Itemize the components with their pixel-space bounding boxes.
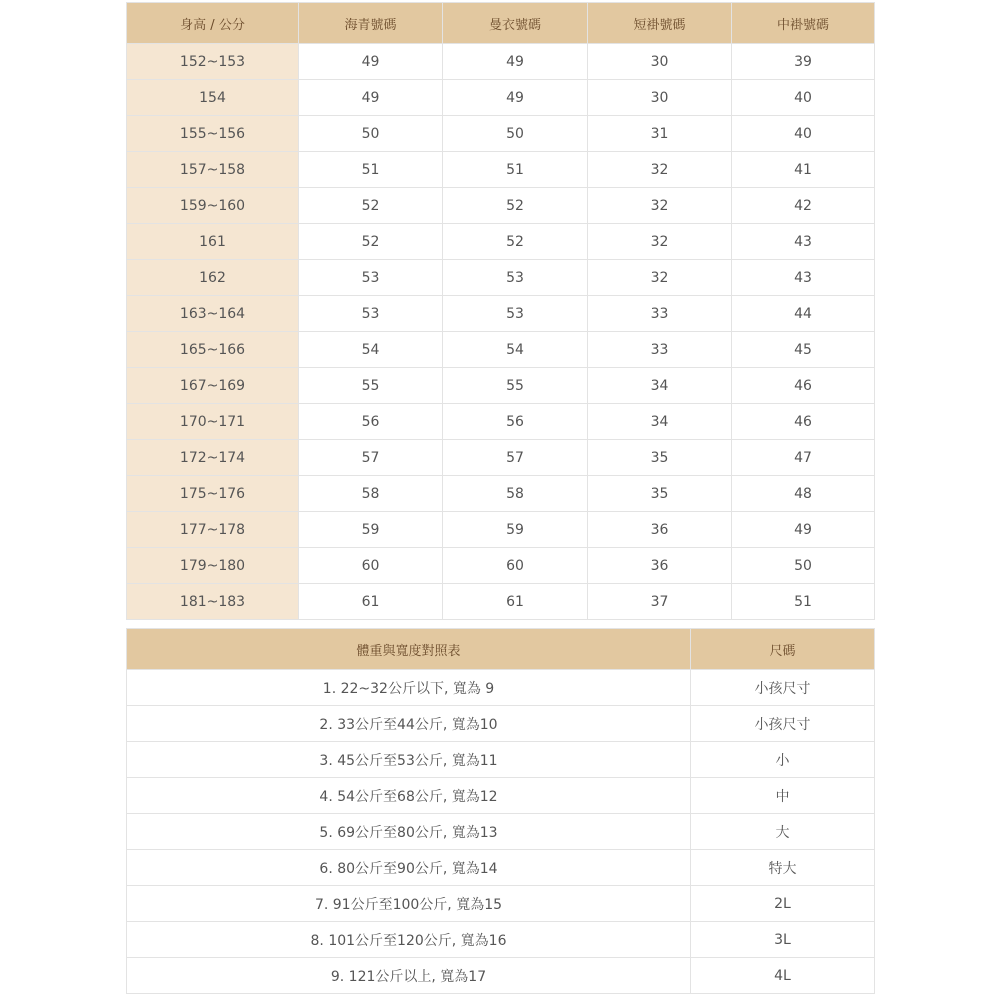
cell-height: 165~166 bbox=[127, 332, 299, 368]
cell-height: 175~176 bbox=[127, 476, 299, 512]
table-row bbox=[127, 260, 875, 296]
table-row bbox=[127, 296, 875, 332]
cell-haiqing: 51 bbox=[299, 152, 443, 188]
table-row bbox=[127, 224, 875, 260]
table-row bbox=[127, 670, 875, 706]
cell-height: 157~158 bbox=[127, 152, 299, 188]
cell-short-gown: 34 bbox=[588, 368, 732, 404]
cell-mid-gown: 42 bbox=[732, 188, 875, 224]
cell-manyi: 50 bbox=[443, 116, 588, 152]
height-size-table bbox=[126, 2, 875, 620]
cell-short-gown: 32 bbox=[588, 188, 732, 224]
weight-width-table bbox=[126, 628, 875, 994]
cell-haiqing: 53 bbox=[299, 260, 443, 296]
table-row bbox=[127, 814, 875, 850]
table-row bbox=[127, 548, 875, 584]
cell-height: 159~160 bbox=[127, 188, 299, 224]
cell-mid-gown: 40 bbox=[732, 116, 875, 152]
header-size: 尺碼 bbox=[691, 629, 875, 670]
cell-haiqing: 56 bbox=[299, 404, 443, 440]
cell-height: 154 bbox=[127, 80, 299, 116]
cell-short-gown: 36 bbox=[588, 548, 732, 584]
cell-mid-gown: 40 bbox=[732, 80, 875, 116]
cell-manyi: 49 bbox=[443, 80, 588, 116]
cell-short-gown: 37 bbox=[588, 584, 732, 620]
header-haiqing-size: 海青號碼 bbox=[299, 3, 443, 44]
cell-mid-gown: 50 bbox=[732, 548, 875, 584]
cell-height: 162 bbox=[127, 260, 299, 296]
cell-haiqing: 50 bbox=[299, 116, 443, 152]
cell-manyi: 55 bbox=[443, 368, 588, 404]
table-row bbox=[127, 584, 875, 620]
header-height: 身高 / 公分 bbox=[127, 3, 299, 44]
cell-manyi: 51 bbox=[443, 152, 588, 188]
table-row bbox=[127, 778, 875, 814]
cell-short-gown: 33 bbox=[588, 296, 732, 332]
cell-height: 163~164 bbox=[127, 296, 299, 332]
table-row bbox=[127, 152, 875, 188]
cell-mid-gown: 39 bbox=[732, 44, 875, 80]
cell-short-gown: 36 bbox=[588, 512, 732, 548]
cell-size-label: 小孩尺寸 bbox=[691, 670, 875, 706]
table-row bbox=[127, 332, 875, 368]
cell-haiqing: 60 bbox=[299, 548, 443, 584]
cell-haiqing: 61 bbox=[299, 584, 443, 620]
cell-manyi: 58 bbox=[443, 476, 588, 512]
cell-height: 170~171 bbox=[127, 404, 299, 440]
cell-haiqing: 52 bbox=[299, 188, 443, 224]
cell-haiqing: 59 bbox=[299, 512, 443, 548]
cell-short-gown: 35 bbox=[588, 440, 732, 476]
cell-size-label: 中 bbox=[691, 778, 875, 814]
cell-manyi: 61 bbox=[443, 584, 588, 620]
cell-mid-gown: 48 bbox=[732, 476, 875, 512]
cell-short-gown: 31 bbox=[588, 116, 732, 152]
cell-weight-range: 4. 54公斤至68公斤, 寬為12 bbox=[127, 778, 691, 814]
table-row bbox=[127, 512, 875, 548]
header-weight-width: 體重與寬度對照表 bbox=[127, 629, 691, 670]
header-short-gown-size: 短褂號碼 bbox=[588, 3, 732, 44]
table-row bbox=[127, 958, 875, 994]
cell-height: 155~156 bbox=[127, 116, 299, 152]
cell-short-gown: 35 bbox=[588, 476, 732, 512]
cell-manyi: 56 bbox=[443, 404, 588, 440]
cell-haiqing: 57 bbox=[299, 440, 443, 476]
cell-height: 181~183 bbox=[127, 584, 299, 620]
table-row bbox=[127, 886, 875, 922]
cell-manyi: 53 bbox=[443, 296, 588, 332]
cell-haiqing: 52 bbox=[299, 224, 443, 260]
header-mid-gown-size: 中褂號碼 bbox=[732, 3, 875, 44]
cell-mid-gown: 49 bbox=[732, 512, 875, 548]
cell-height: 177~178 bbox=[127, 512, 299, 548]
cell-short-gown: 32 bbox=[588, 152, 732, 188]
cell-short-gown: 34 bbox=[588, 404, 732, 440]
cell-short-gown: 33 bbox=[588, 332, 732, 368]
cell-mid-gown: 45 bbox=[732, 332, 875, 368]
cell-manyi: 52 bbox=[443, 224, 588, 260]
table-row bbox=[127, 80, 875, 116]
cell-height: 167~169 bbox=[127, 368, 299, 404]
cell-weight-range: 2. 33公斤至44公斤, 寬為10 bbox=[127, 706, 691, 742]
cell-height: 172~174 bbox=[127, 440, 299, 476]
cell-manyi: 57 bbox=[443, 440, 588, 476]
table-row bbox=[127, 742, 875, 778]
table-row bbox=[127, 850, 875, 886]
cell-haiqing: 58 bbox=[299, 476, 443, 512]
cell-haiqing: 55 bbox=[299, 368, 443, 404]
table-row bbox=[127, 404, 875, 440]
cell-manyi: 53 bbox=[443, 260, 588, 296]
cell-haiqing: 53 bbox=[299, 296, 443, 332]
cell-mid-gown: 51 bbox=[732, 584, 875, 620]
cell-mid-gown: 46 bbox=[732, 404, 875, 440]
cell-mid-gown: 43 bbox=[732, 224, 875, 260]
cell-manyi: 49 bbox=[443, 44, 588, 80]
table-header-row bbox=[127, 3, 875, 44]
cell-mid-gown: 41 bbox=[732, 152, 875, 188]
cell-mid-gown: 47 bbox=[732, 440, 875, 476]
table-row bbox=[127, 476, 875, 512]
cell-haiqing: 49 bbox=[299, 80, 443, 116]
cell-short-gown: 30 bbox=[588, 44, 732, 80]
table-row bbox=[127, 440, 875, 476]
header-manyi-size: 曼衣號碼 bbox=[443, 3, 588, 44]
cell-manyi: 59 bbox=[443, 512, 588, 548]
table-row bbox=[127, 368, 875, 404]
cell-size-label: 2L bbox=[691, 886, 875, 922]
cell-height: 152~153 bbox=[127, 44, 299, 80]
cell-weight-range: 7. 91公斤至100公斤, 寬為15 bbox=[127, 886, 691, 922]
table-row bbox=[127, 706, 875, 742]
cell-haiqing: 54 bbox=[299, 332, 443, 368]
cell-weight-range: 8. 101公斤至120公斤, 寬為16 bbox=[127, 922, 691, 958]
cell-height: 161 bbox=[127, 224, 299, 260]
cell-height: 179~180 bbox=[127, 548, 299, 584]
cell-size-label: 4L bbox=[691, 958, 875, 994]
cell-short-gown: 32 bbox=[588, 224, 732, 260]
cell-mid-gown: 46 bbox=[732, 368, 875, 404]
table-row bbox=[127, 188, 875, 224]
cell-weight-range: 6. 80公斤至90公斤, 寬為14 bbox=[127, 850, 691, 886]
cell-weight-range: 5. 69公斤至80公斤, 寬為13 bbox=[127, 814, 691, 850]
cell-size-label: 小孩尺寸 bbox=[691, 706, 875, 742]
table-row bbox=[127, 44, 875, 80]
cell-short-gown: 32 bbox=[588, 260, 732, 296]
cell-short-gown: 30 bbox=[588, 80, 732, 116]
cell-mid-gown: 44 bbox=[732, 296, 875, 332]
cell-manyi: 60 bbox=[443, 548, 588, 584]
cell-size-label: 大 bbox=[691, 814, 875, 850]
cell-size-label: 3L bbox=[691, 922, 875, 958]
cell-manyi: 54 bbox=[443, 332, 588, 368]
cell-weight-range: 1. 22~32公斤以下, 寬為 9 bbox=[127, 670, 691, 706]
table-row bbox=[127, 922, 875, 958]
table-header-row bbox=[127, 629, 875, 670]
cell-mid-gown: 43 bbox=[732, 260, 875, 296]
table-row bbox=[127, 116, 875, 152]
cell-size-label: 小 bbox=[691, 742, 875, 778]
cell-haiqing: 49 bbox=[299, 44, 443, 80]
cell-weight-range: 3. 45公斤至53公斤, 寬為11 bbox=[127, 742, 691, 778]
cell-size-label: 特大 bbox=[691, 850, 875, 886]
cell-manyi: 52 bbox=[443, 188, 588, 224]
cell-weight-range: 9. 121公斤以上, 寬為17 bbox=[127, 958, 691, 994]
